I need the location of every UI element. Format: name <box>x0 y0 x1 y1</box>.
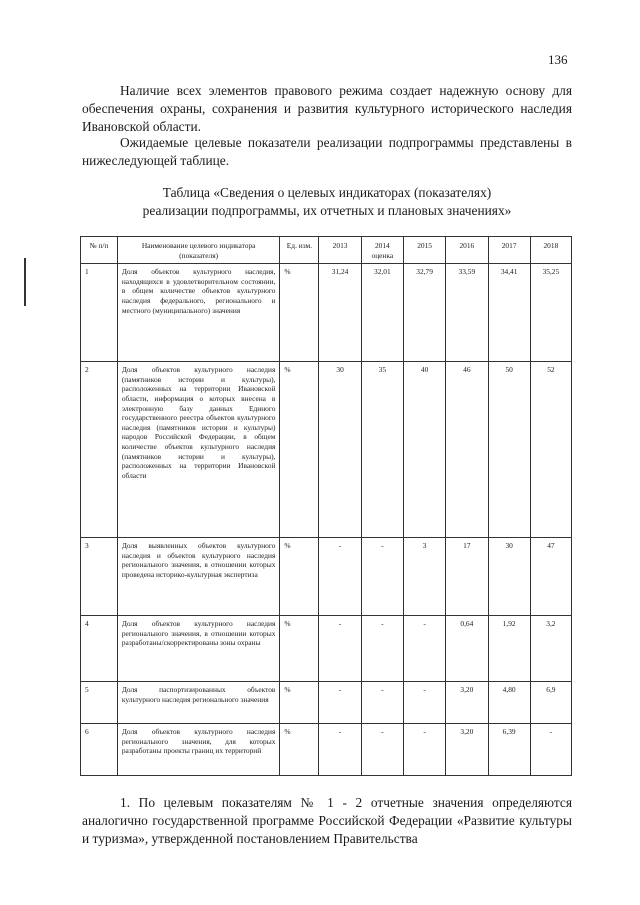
row-value-2015: 40 <box>403 362 445 538</box>
row-value-2017: 1,92 <box>488 616 530 682</box>
row-value-2015: - <box>403 682 445 724</box>
row-value-2018: 3,2 <box>530 616 571 682</box>
row-value-2018: 35,25 <box>530 264 571 362</box>
header-unit: Ед. изм. <box>280 237 319 264</box>
row-unit: % <box>280 538 319 616</box>
row-value-2015: 32,79 <box>403 264 445 362</box>
row-value-2018: - <box>530 724 571 776</box>
row-name: Доля объектов культурного наследия (памятников истории и культуры), расположенных на территории Ивановской области, информация о которых внесена в электронную базу данных Единого государственного реестра объектов культурного наследия (памятников истории и культуры) народов Российской Федерации, в общем количестве объектов культурного наследия (памятников истории и культуры), расположенных на территории Ивановской области <box>117 362 280 538</box>
table-row <box>81 362 572 538</box>
note-paragraph: 1. По целевым показателям № 1 - 2 отчетные значения определяются аналогично государственной программе Российской Федерации «Развитие культуры и туризма», утвержденной постановлением Правительства <box>82 795 572 846</box>
row-num: 2 <box>81 362 118 538</box>
indicators-table <box>80 236 572 776</box>
header-2016: 2016 <box>446 237 488 264</box>
row-value-2015: - <box>403 616 445 682</box>
row-value-2015: - <box>403 724 445 776</box>
header-name: Наименование целевого индикатора (показателя) <box>117 237 280 264</box>
row-unit: % <box>280 724 319 776</box>
table-title <box>82 184 572 220</box>
header-2013: 2013 <box>319 237 361 264</box>
row-value-2017: 34,41 <box>488 264 530 362</box>
row-value-2018: 52 <box>530 362 571 538</box>
row-value-2016: 33,59 <box>446 264 488 362</box>
table-row <box>81 682 572 724</box>
row-value-2014: 32,01 <box>361 264 403 362</box>
row-num: 5 <box>81 682 118 724</box>
header-2014: 2014 оценка <box>361 237 403 264</box>
row-value-2013: - <box>319 616 361 682</box>
row-value-2016: 17 <box>446 538 488 616</box>
row-name: Доля объектов культурного наследия регионального значения, для которых разработаны проекты границ их территорий <box>117 724 280 776</box>
row-value-2014: - <box>361 616 403 682</box>
row-name: Доля объектов культурного наследия регионального значения, в отношении которых разработаны/скорректированы зоны охраны <box>117 616 280 682</box>
table-row <box>81 724 572 776</box>
row-unit: % <box>280 616 319 682</box>
table-row <box>81 538 572 616</box>
row-name: Доля объектов культурного наследия, находящихся в удовлетворительном состоянии, в общем количестве объектов культурного наследия федерального, регионального и местного (муниципального) значения <box>117 264 280 362</box>
row-value-2014: - <box>361 538 403 616</box>
row-unit: % <box>280 362 319 538</box>
margin-mark <box>24 258 26 306</box>
row-unit: % <box>280 264 319 362</box>
row-value-2014: - <box>361 724 403 776</box>
row-value-2015: 3 <box>403 538 445 616</box>
row-num: 6 <box>81 724 118 776</box>
row-value-2017: 50 <box>488 362 530 538</box>
row-name: Доля паспортизированных объектов культурного наследия регионального значения <box>117 682 280 724</box>
row-value-2017: 4,80 <box>488 682 530 724</box>
row-unit: % <box>280 682 319 724</box>
row-value-2017: 30 <box>488 538 530 616</box>
table-title-line-2: реализации подпрограммы, их отчетных и плановых значениях» <box>142 203 512 218</box>
table-title-line-1: Таблица «Сведения о целевых индикаторах (показателях) <box>162 185 492 200</box>
row-name: Доля выявленных объектов культурного наследия и объектов культурного наследия регионального значения, в отношении которых проведена историко-культурная экспертиза <box>117 538 280 616</box>
row-num: 4 <box>81 616 118 682</box>
row-value-2016: 3,20 <box>446 724 488 776</box>
table-header-row <box>81 237 572 264</box>
table-row <box>81 616 572 682</box>
row-value-2014: - <box>361 682 403 724</box>
header-2017: 2017 <box>488 237 530 264</box>
intro-paragraph: Наличие всех элементов правового режима создает надежную основу для обеспечения охраны, сохранения и развития культурного исторического наследия Ивановской области. <box>82 83 572 134</box>
row-num: 1 <box>81 264 118 362</box>
header-2018: 2018 <box>530 237 571 264</box>
row-value-2013: 31,24 <box>319 264 361 362</box>
row-value-2014: 35 <box>361 362 403 538</box>
row-value-2016: 3,20 <box>446 682 488 724</box>
row-num: 3 <box>81 538 118 616</box>
header-num: № п/п <box>81 237 118 264</box>
row-value-2013: - <box>319 682 361 724</box>
targets-paragraph: Ожидаемые целевые показатели реализации подпрограммы представлены в нижеследующей таблице. <box>82 135 572 168</box>
page-number: 136 <box>548 52 568 67</box>
row-value-2017: 6,39 <box>488 724 530 776</box>
row-value-2013: - <box>319 538 361 616</box>
header-2015: 2015 <box>403 237 445 264</box>
row-value-2013: - <box>319 724 361 776</box>
row-value-2016: 46 <box>446 362 488 538</box>
row-value-2018: 47 <box>530 538 571 616</box>
row-value-2018: 6,9 <box>530 682 571 724</box>
row-value-2016: 0,64 <box>446 616 488 682</box>
row-value-2013: 30 <box>319 362 361 538</box>
table-row <box>81 264 572 362</box>
